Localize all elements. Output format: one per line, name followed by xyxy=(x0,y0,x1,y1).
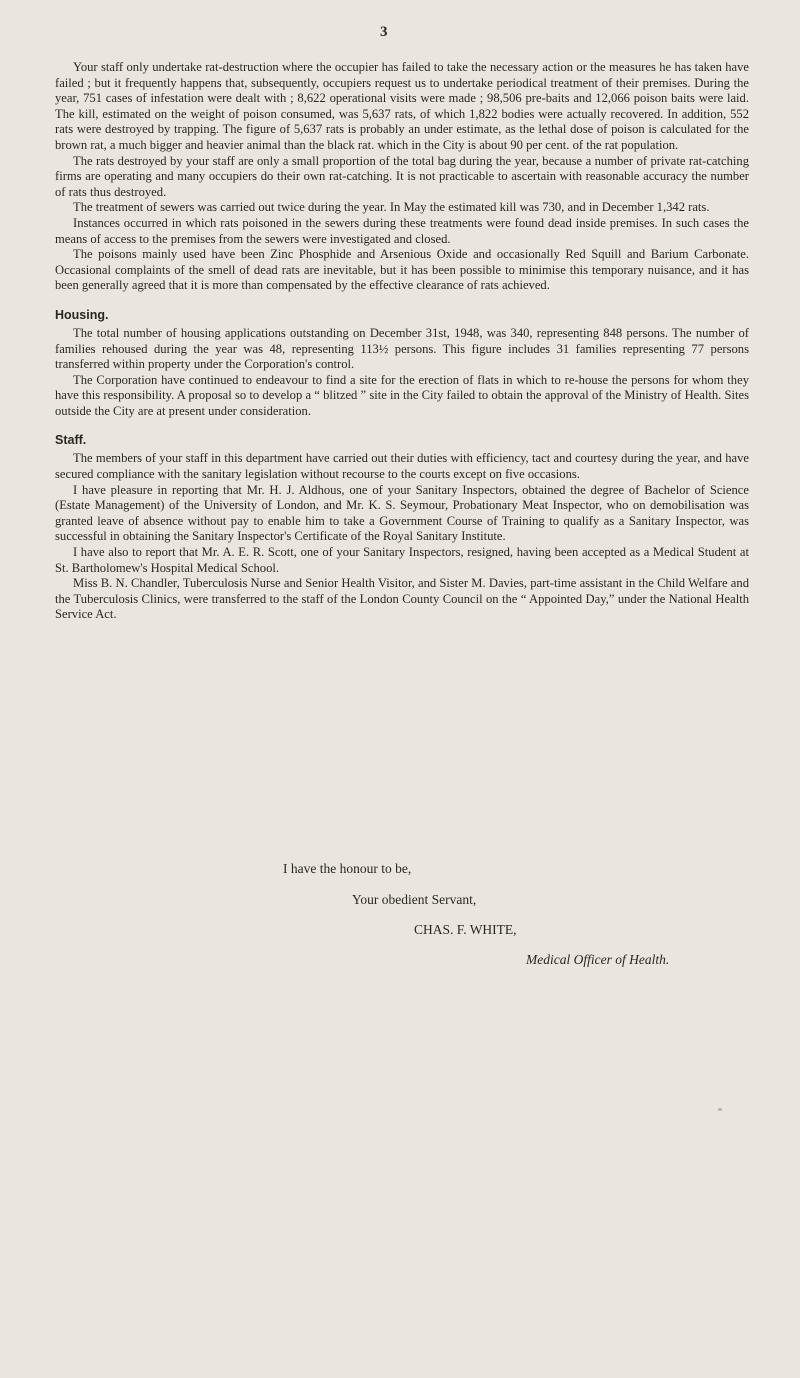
rats-destroyed-paragraph: The rats destroyed by your staff are only a small proportion of the total bag during the year, because a number of private rat-catching firms are operating and many occupiers do their own rat-catching. It is not practicable to ascertain with reasonable accuracy the number of rats thus destroyed. xyxy=(55,153,749,199)
housing-heading: Housing. xyxy=(55,307,109,322)
closing-servant: Your obedient Servant, xyxy=(352,892,477,907)
staff-duties-paragraph: The members of your staff in this department have carried out their duties with efficiency, tact and courtesy during the year, and have secured compliance with the sanitary legislation without recourse to the courts except on five occasions. xyxy=(55,451,749,482)
sewer-treatment-paragraph: The treatment of sewers was carried out twice during the year. In May the estimated kill was 730, and in December 1,342 rats. xyxy=(73,200,710,215)
staff-qualifications-paragraph: I have pleasure in reporting that Mr. H. J. Aldhous, one of your Sanitary Inspectors, obtained the degree of Bachelor of Science (Estate Management) of the University of London, and Mr. K. S. Seymour, Probationary Meat Inspector, who on demobilisation was granted leave of absence without pay to enable him to take a Government Course of Training to qualify as a Sanitary Inspector, was successful in obtaining the Sanitary Inspector's Certificate of the Royal Sanitary Institute. xyxy=(55,482,749,544)
staff-transfer-paragraph: Miss B. N. Chandler, Tuberculosis Nurse and Senior Health Visitor, and Sister M. Davies, part-time assistant in the Child Welfare and the Tuberculosis Clinics, were transferred to the staff of the London County Council on the “ Appointed Day,” under the National Health Service Act. xyxy=(55,576,749,622)
signatory-title: Medical Officer of Health. xyxy=(526,952,670,967)
report-body xyxy=(55,60,749,623)
page-number: 3 xyxy=(380,24,388,40)
poisons-paragraph: The poisons mainly used have been Zinc Phosphide and Arsenious Oxide and occasionally Red Squill and Barium Carbonate. Occasional complaints of the smell of dead rats are inevitable, but it has been possible to minimise this temporary nuisance, and it has been generally agreed that it is more than compensated by the effective clearance of rats achieved. xyxy=(55,247,749,293)
rat-destruction-paragraph: Your staff only undertake rat-destruction where the occupier has failed to take the necessary action or the measures he has taken have failed ; but it frequently happens that, subsequently, occupiers request us to undertake periodical treatment of their premises. During the year, 751 cases of infestation were dealt with ; 8,622 operational visits were made ; 98,506 pre-baits and 12,066 poison baits were laid. The kill, estimated on the weight of poison consumed, was 5,637 rats, of which 1,822 bodies were actually recovered. In addition, 552 rats were destroyed by trapping. The figure of 5,637 rats is probably an under estimate, as the lethal dose of poison is calculated for the brown rat, a much bigger and heavier animal than the black rat. which in the City is about 90 per cent. of the rat population. xyxy=(55,60,749,152)
signatory-name: CHAS. F. WHITE, xyxy=(414,922,517,937)
poisoned-rats-paragraph: Instances occurred in which rats poisoned in the sewers during these treatments were found dead inside premises. In such cases the means of access to the premises from the sewers were investigated and closed. xyxy=(55,215,749,246)
housing-applications-paragraph: The total number of housing applications outstanding on December 31st, 1948, was 340, representing 848 persons. The number of families rehoused during the year was 48, representing 113½ persons. This figure includes 31 families representing 77 persons transferred within property under the Corporation's control. xyxy=(55,325,749,372)
closing-honour: I have the honour to be, xyxy=(283,861,412,876)
housing-site-paragraph: The Corporation have continued to endeavour to find a site for the erection of flats in which to re-house the persons for whom they have this responsibility. A proposal so to develop a “ blitzed ” site in the City failed to obtain the approval of the Ministry of Health. Sites outside the City are at present under consideration. xyxy=(55,372,749,418)
paper-speck xyxy=(718,1108,722,1111)
staff-resignation-paragraph: I have also to report that Mr. A. E. R. Scott, one of your Sanitary Inspectors, resigned, having been accepted as a Medical Student at St. Bartholomew's Hospital Medical School. xyxy=(55,545,749,575)
staff-heading: Staff. xyxy=(55,433,87,448)
